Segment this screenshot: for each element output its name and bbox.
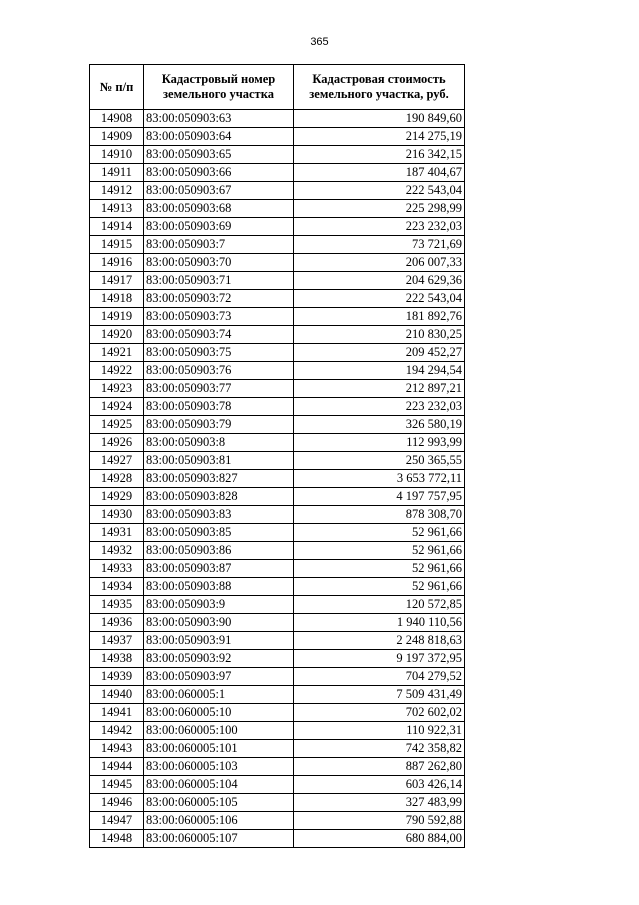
cadastral-number: 83:00:050903:9 bbox=[144, 596, 294, 614]
cadastral-value: 212 897,21 bbox=[294, 380, 465, 398]
cadastral-number: 83:00:050903:68 bbox=[144, 200, 294, 218]
row-number: 14945 bbox=[90, 776, 144, 794]
cadastral-number: 83:00:060005:103 bbox=[144, 758, 294, 776]
row-number: 14933 bbox=[90, 560, 144, 578]
cadastral-value: 603 426,14 bbox=[294, 776, 465, 794]
cadastral-number: 83:00:050903:827 bbox=[144, 470, 294, 488]
cadastral-number: 83:00:050903:91 bbox=[144, 632, 294, 650]
header-row bbox=[90, 65, 465, 110]
cadastral-value: 216 342,15 bbox=[294, 146, 465, 164]
cadastral-table bbox=[89, 64, 465, 848]
cadastral-number: 83:00:050903:69 bbox=[144, 218, 294, 236]
cadastral-value: 250 365,55 bbox=[294, 452, 465, 470]
cadastral-value: 52 961,66 bbox=[294, 542, 465, 560]
table-row bbox=[90, 326, 465, 344]
row-number: 14915 bbox=[90, 236, 144, 254]
table-row bbox=[90, 776, 465, 794]
row-number: 14910 bbox=[90, 146, 144, 164]
cadastral-value: 73 721,69 bbox=[294, 236, 465, 254]
cadastral-number: 83:00:050903:87 bbox=[144, 560, 294, 578]
table-header bbox=[90, 65, 465, 110]
row-number: 14912 bbox=[90, 182, 144, 200]
table-row bbox=[90, 236, 465, 254]
cadastral-value: 704 279,52 bbox=[294, 668, 465, 686]
cadastral-value: 1 940 110,56 bbox=[294, 614, 465, 632]
cadastral-value: 887 262,80 bbox=[294, 758, 465, 776]
table-row bbox=[90, 200, 465, 218]
cadastral-value: 214 275,19 bbox=[294, 128, 465, 146]
table-row bbox=[90, 596, 465, 614]
row-number: 14916 bbox=[90, 254, 144, 272]
cadastral-value: 112 993,99 bbox=[294, 434, 465, 452]
cadastral-number: 83:00:050903:78 bbox=[144, 398, 294, 416]
table-row bbox=[90, 560, 465, 578]
row-number: 14946 bbox=[90, 794, 144, 812]
row-number: 14943 bbox=[90, 740, 144, 758]
row-number: 14930 bbox=[90, 506, 144, 524]
row-number: 14921 bbox=[90, 344, 144, 362]
cadastral-value: 3 653 772,11 bbox=[294, 470, 465, 488]
table-row bbox=[90, 416, 465, 434]
row-number: 14938 bbox=[90, 650, 144, 668]
cadastral-number: 83:00:060005:1 bbox=[144, 686, 294, 704]
table-row bbox=[90, 272, 465, 290]
cadastral-value: 52 961,66 bbox=[294, 560, 465, 578]
table-row bbox=[90, 308, 465, 326]
table-row bbox=[90, 164, 465, 182]
table-row bbox=[90, 614, 465, 632]
table-body bbox=[90, 110, 465, 848]
cadastral-number: 83:00:050903:7 bbox=[144, 236, 294, 254]
cadastral-number: 83:00:050903:75 bbox=[144, 344, 294, 362]
cadastral-number: 83:00:050903:74 bbox=[144, 326, 294, 344]
row-number: 14913 bbox=[90, 200, 144, 218]
row-number: 14936 bbox=[90, 614, 144, 632]
cadastral-value: 680 884,00 bbox=[294, 830, 465, 848]
cadastral-value: 7 509 431,49 bbox=[294, 686, 465, 704]
row-number: 14935 bbox=[90, 596, 144, 614]
cadastral-number: 83:00:050903:828 bbox=[144, 488, 294, 506]
cadastral-number: 83:00:050903:65 bbox=[144, 146, 294, 164]
row-number: 14914 bbox=[90, 218, 144, 236]
cadastral-value: 206 007,33 bbox=[294, 254, 465, 272]
row-number: 14941 bbox=[90, 704, 144, 722]
row-number: 14922 bbox=[90, 362, 144, 380]
table-row bbox=[90, 506, 465, 524]
row-number: 14918 bbox=[90, 290, 144, 308]
cadastral-number: 83:00:050903:81 bbox=[144, 452, 294, 470]
header-cadastral-number: Кадастровый номер земельного участка bbox=[144, 65, 294, 110]
cadastral-number: 83:00:050903:85 bbox=[144, 524, 294, 542]
cadastral-value: 181 892,76 bbox=[294, 308, 465, 326]
cadastral-value: 790 592,88 bbox=[294, 812, 465, 830]
table-row bbox=[90, 542, 465, 560]
table-row bbox=[90, 758, 465, 776]
row-number: 14908 bbox=[90, 110, 144, 128]
row-number: 14940 bbox=[90, 686, 144, 704]
row-number: 14937 bbox=[90, 632, 144, 650]
cadastral-value: 52 961,66 bbox=[294, 578, 465, 596]
table-row bbox=[90, 704, 465, 722]
cadastral-number: 83:00:050903:67 bbox=[144, 182, 294, 200]
row-number: 14932 bbox=[90, 542, 144, 560]
cadastral-value: 187 404,67 bbox=[294, 164, 465, 182]
cadastral-number: 83:00:060005:101 bbox=[144, 740, 294, 758]
row-number: 14909 bbox=[90, 128, 144, 146]
table-row bbox=[90, 470, 465, 488]
table-row bbox=[90, 290, 465, 308]
cadastral-number: 83:00:050903:73 bbox=[144, 308, 294, 326]
row-number: 14926 bbox=[90, 434, 144, 452]
table-row bbox=[90, 218, 465, 236]
cadastral-number: 83:00:050903:97 bbox=[144, 668, 294, 686]
cadastral-value: 9 197 372,95 bbox=[294, 650, 465, 668]
cadastral-value: 222 543,04 bbox=[294, 182, 465, 200]
cadastral-number: 83:00:050903:64 bbox=[144, 128, 294, 146]
row-number: 14928 bbox=[90, 470, 144, 488]
cadastral-value: 2 248 818,63 bbox=[294, 632, 465, 650]
table-row bbox=[90, 398, 465, 416]
row-number: 14927 bbox=[90, 452, 144, 470]
row-number: 14920 bbox=[90, 326, 144, 344]
table-row bbox=[90, 794, 465, 812]
cadastral-number: 83:00:060005:107 bbox=[144, 830, 294, 848]
cadastral-value: 120 572,85 bbox=[294, 596, 465, 614]
cadastral-number: 83:00:050903:70 bbox=[144, 254, 294, 272]
cadastral-value: 210 830,25 bbox=[294, 326, 465, 344]
cadastral-value: 327 483,99 bbox=[294, 794, 465, 812]
cadastral-value: 190 849,60 bbox=[294, 110, 465, 128]
row-number: 14924 bbox=[90, 398, 144, 416]
cadastral-value: 209 452,27 bbox=[294, 344, 465, 362]
table-row bbox=[90, 722, 465, 740]
row-number: 14942 bbox=[90, 722, 144, 740]
header-number: № п/п bbox=[90, 65, 144, 110]
cadastral-value: 110 922,31 bbox=[294, 722, 465, 740]
table-row bbox=[90, 254, 465, 272]
cadastral-number: 83:00:050903:83 bbox=[144, 506, 294, 524]
cadastral-number: 83:00:050903:86 bbox=[144, 542, 294, 560]
table-row bbox=[90, 452, 465, 470]
table-row bbox=[90, 362, 465, 380]
cadastral-value: 878 308,70 bbox=[294, 506, 465, 524]
cadastral-number: 83:00:050903:88 bbox=[144, 578, 294, 596]
header-cadastral-value: Кадастровая стоимость земельного участка, руб. bbox=[294, 65, 465, 110]
cadastral-number: 83:00:050903:71 bbox=[144, 272, 294, 290]
table-row bbox=[90, 578, 465, 596]
cadastral-number: 83:00:050903:8 bbox=[144, 434, 294, 452]
cadastral-number: 83:00:050903:63 bbox=[144, 110, 294, 128]
table-row bbox=[90, 110, 465, 128]
cadastral-number: 83:00:060005:10 bbox=[144, 704, 294, 722]
cadastral-number: 83:00:060005:104 bbox=[144, 776, 294, 794]
cadastral-value: 52 961,66 bbox=[294, 524, 465, 542]
cadastral-value: 194 294,54 bbox=[294, 362, 465, 380]
row-number: 14911 bbox=[90, 164, 144, 182]
cadastral-value: 326 580,19 bbox=[294, 416, 465, 434]
cadastral-number: 83:00:050903:76 bbox=[144, 362, 294, 380]
cadastral-number: 83:00:060005:105 bbox=[144, 794, 294, 812]
table-row bbox=[90, 380, 465, 398]
row-number: 14934 bbox=[90, 578, 144, 596]
table-row bbox=[90, 668, 465, 686]
table-row bbox=[90, 128, 465, 146]
table-row bbox=[90, 344, 465, 362]
row-number: 14947 bbox=[90, 812, 144, 830]
row-number: 14925 bbox=[90, 416, 144, 434]
cadastral-number: 83:00:050903:90 bbox=[144, 614, 294, 632]
cadastral-value: 222 543,04 bbox=[294, 290, 465, 308]
page-number: 365 bbox=[310, 36, 329, 48]
table-row bbox=[90, 812, 465, 830]
cadastral-value: 225 298,99 bbox=[294, 200, 465, 218]
row-number: 14944 bbox=[90, 758, 144, 776]
row-number: 14948 bbox=[90, 830, 144, 848]
cadastral-value: 223 232,03 bbox=[294, 398, 465, 416]
table-row bbox=[90, 182, 465, 200]
cadastral-number: 83:00:060005:106 bbox=[144, 812, 294, 830]
row-number: 14929 bbox=[90, 488, 144, 506]
cadastral-number: 83:00:050903:72 bbox=[144, 290, 294, 308]
table-row bbox=[90, 524, 465, 542]
table-row bbox=[90, 434, 465, 452]
cadastral-number: 83:00:050903:66 bbox=[144, 164, 294, 182]
table-row bbox=[90, 830, 465, 848]
table-row bbox=[90, 488, 465, 506]
cadastral-value: 702 602,02 bbox=[294, 704, 465, 722]
cadastral-value: 4 197 757,95 bbox=[294, 488, 465, 506]
row-number: 14939 bbox=[90, 668, 144, 686]
cadastral-number: 83:00:060005:100 bbox=[144, 722, 294, 740]
cadastral-value: 223 232,03 bbox=[294, 218, 465, 236]
table-row bbox=[90, 740, 465, 758]
table-row bbox=[90, 650, 465, 668]
cadastral-number: 83:00:050903:92 bbox=[144, 650, 294, 668]
row-number: 14919 bbox=[90, 308, 144, 326]
cadastral-value: 742 358,82 bbox=[294, 740, 465, 758]
cadastral-value: 204 629,36 bbox=[294, 272, 465, 290]
table-row bbox=[90, 686, 465, 704]
cadastral-number: 83:00:050903:79 bbox=[144, 416, 294, 434]
cadastral-number: 83:00:050903:77 bbox=[144, 380, 294, 398]
row-number: 14917 bbox=[90, 272, 144, 290]
row-number: 14931 bbox=[90, 524, 144, 542]
row-number: 14923 bbox=[90, 380, 144, 398]
table-row bbox=[90, 632, 465, 650]
table-row bbox=[90, 146, 465, 164]
